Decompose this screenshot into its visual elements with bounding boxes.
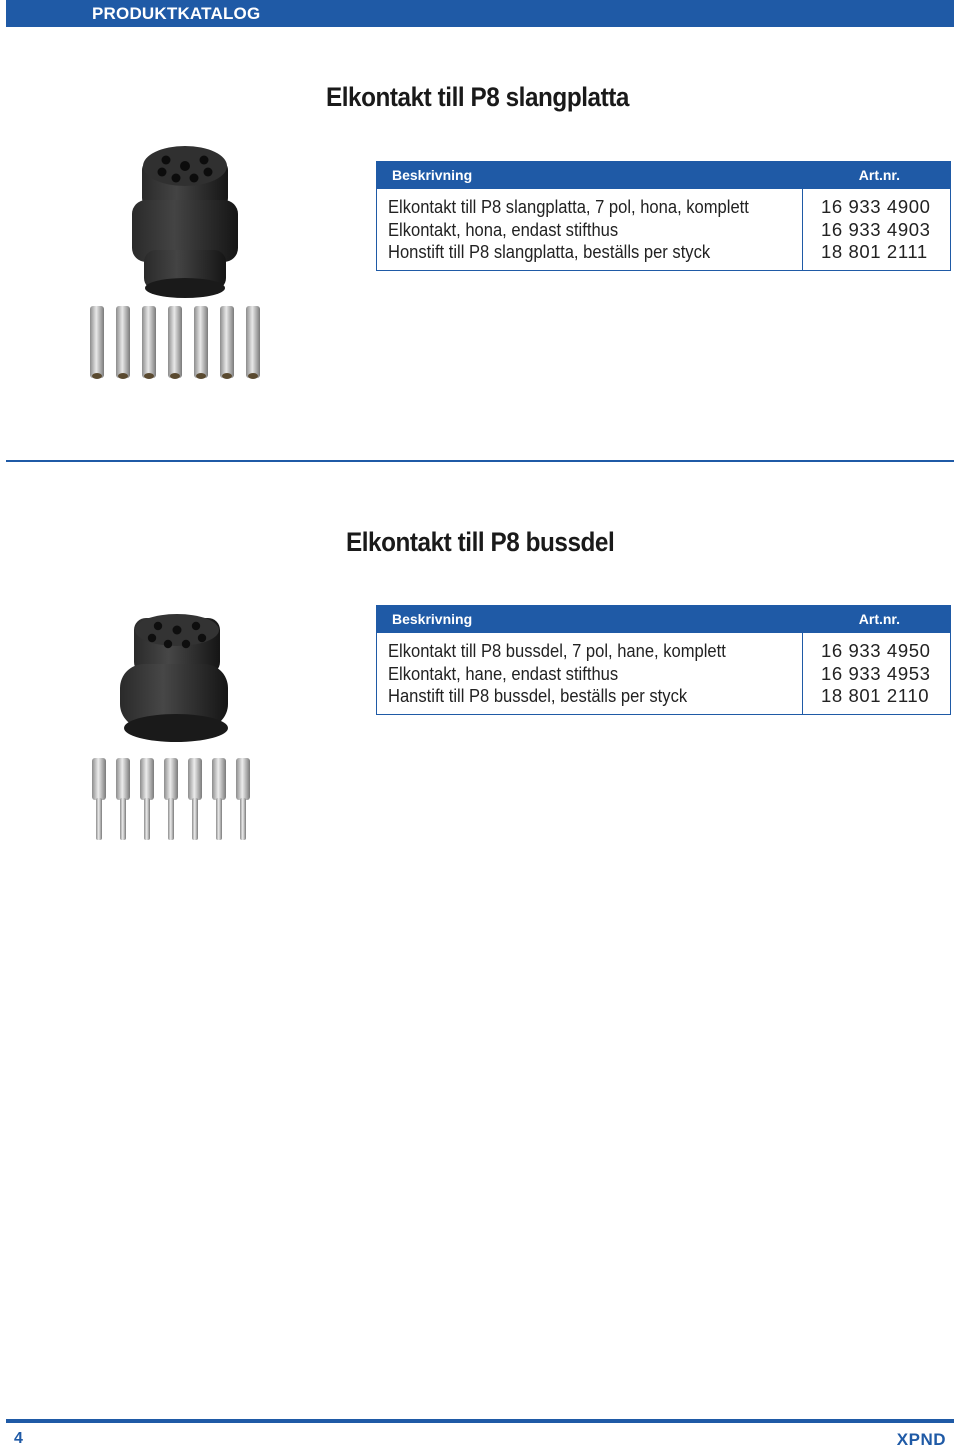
table-row-description: Elkontakt till P8 bussdel, 7 pol, hane, komplett (388, 641, 726, 661)
table-header (377, 606, 950, 633)
product-table-1 (376, 161, 951, 271)
page-number: 4 (14, 1430, 23, 1447)
table-row-description: Elkontakt till P8 slangplatta, 7 pol, hona, komplett (388, 197, 749, 217)
table-row-description: Elkontakt, hane, endast stifthus (388, 663, 619, 684)
column-header-artnr: Art.nr. (858, 611, 900, 627)
table-header (377, 162, 950, 189)
female-connector-image (84, 140, 274, 390)
table-row-description: Honstift till P8 slangplatta, beställs per styck (388, 242, 711, 263)
table-row-artnr: 16 933 4950 (821, 640, 931, 661)
section-divider (6, 460, 954, 462)
table-row-artnr: 18 801 2111 (821, 241, 928, 263)
section-title: Elkontakt till P8 slangplatta (326, 82, 629, 112)
table-row-description: Hanstift till P8 bussdel, beställs per styck (388, 686, 688, 707)
column-header-artnr: Art.nr. (858, 167, 900, 183)
product-table-2 (376, 605, 951, 715)
table-row-artnr: 16 933 4953 (821, 662, 931, 684)
table-row-artnr: 16 933 4900 (821, 196, 931, 217)
male-connector-image (86, 612, 266, 848)
footer-bar (6, 1419, 954, 1423)
section-title: Elkontakt till P8 bussdel (346, 527, 615, 557)
header-title: PRODUKTKATALOG (92, 4, 261, 23)
column-header-description: Beskrivning (392, 167, 473, 183)
table-row-description: Elkontakt, hona, endast stifthus (388, 219, 619, 240)
column-header-description: Beskrivning (392, 611, 473, 627)
header-bar (6, 0, 954, 27)
table-row-artnr: 16 933 4903 (821, 218, 931, 240)
brand-logo: XPND (896, 1430, 946, 1449)
table-row-artnr: 18 801 2110 (821, 685, 930, 707)
